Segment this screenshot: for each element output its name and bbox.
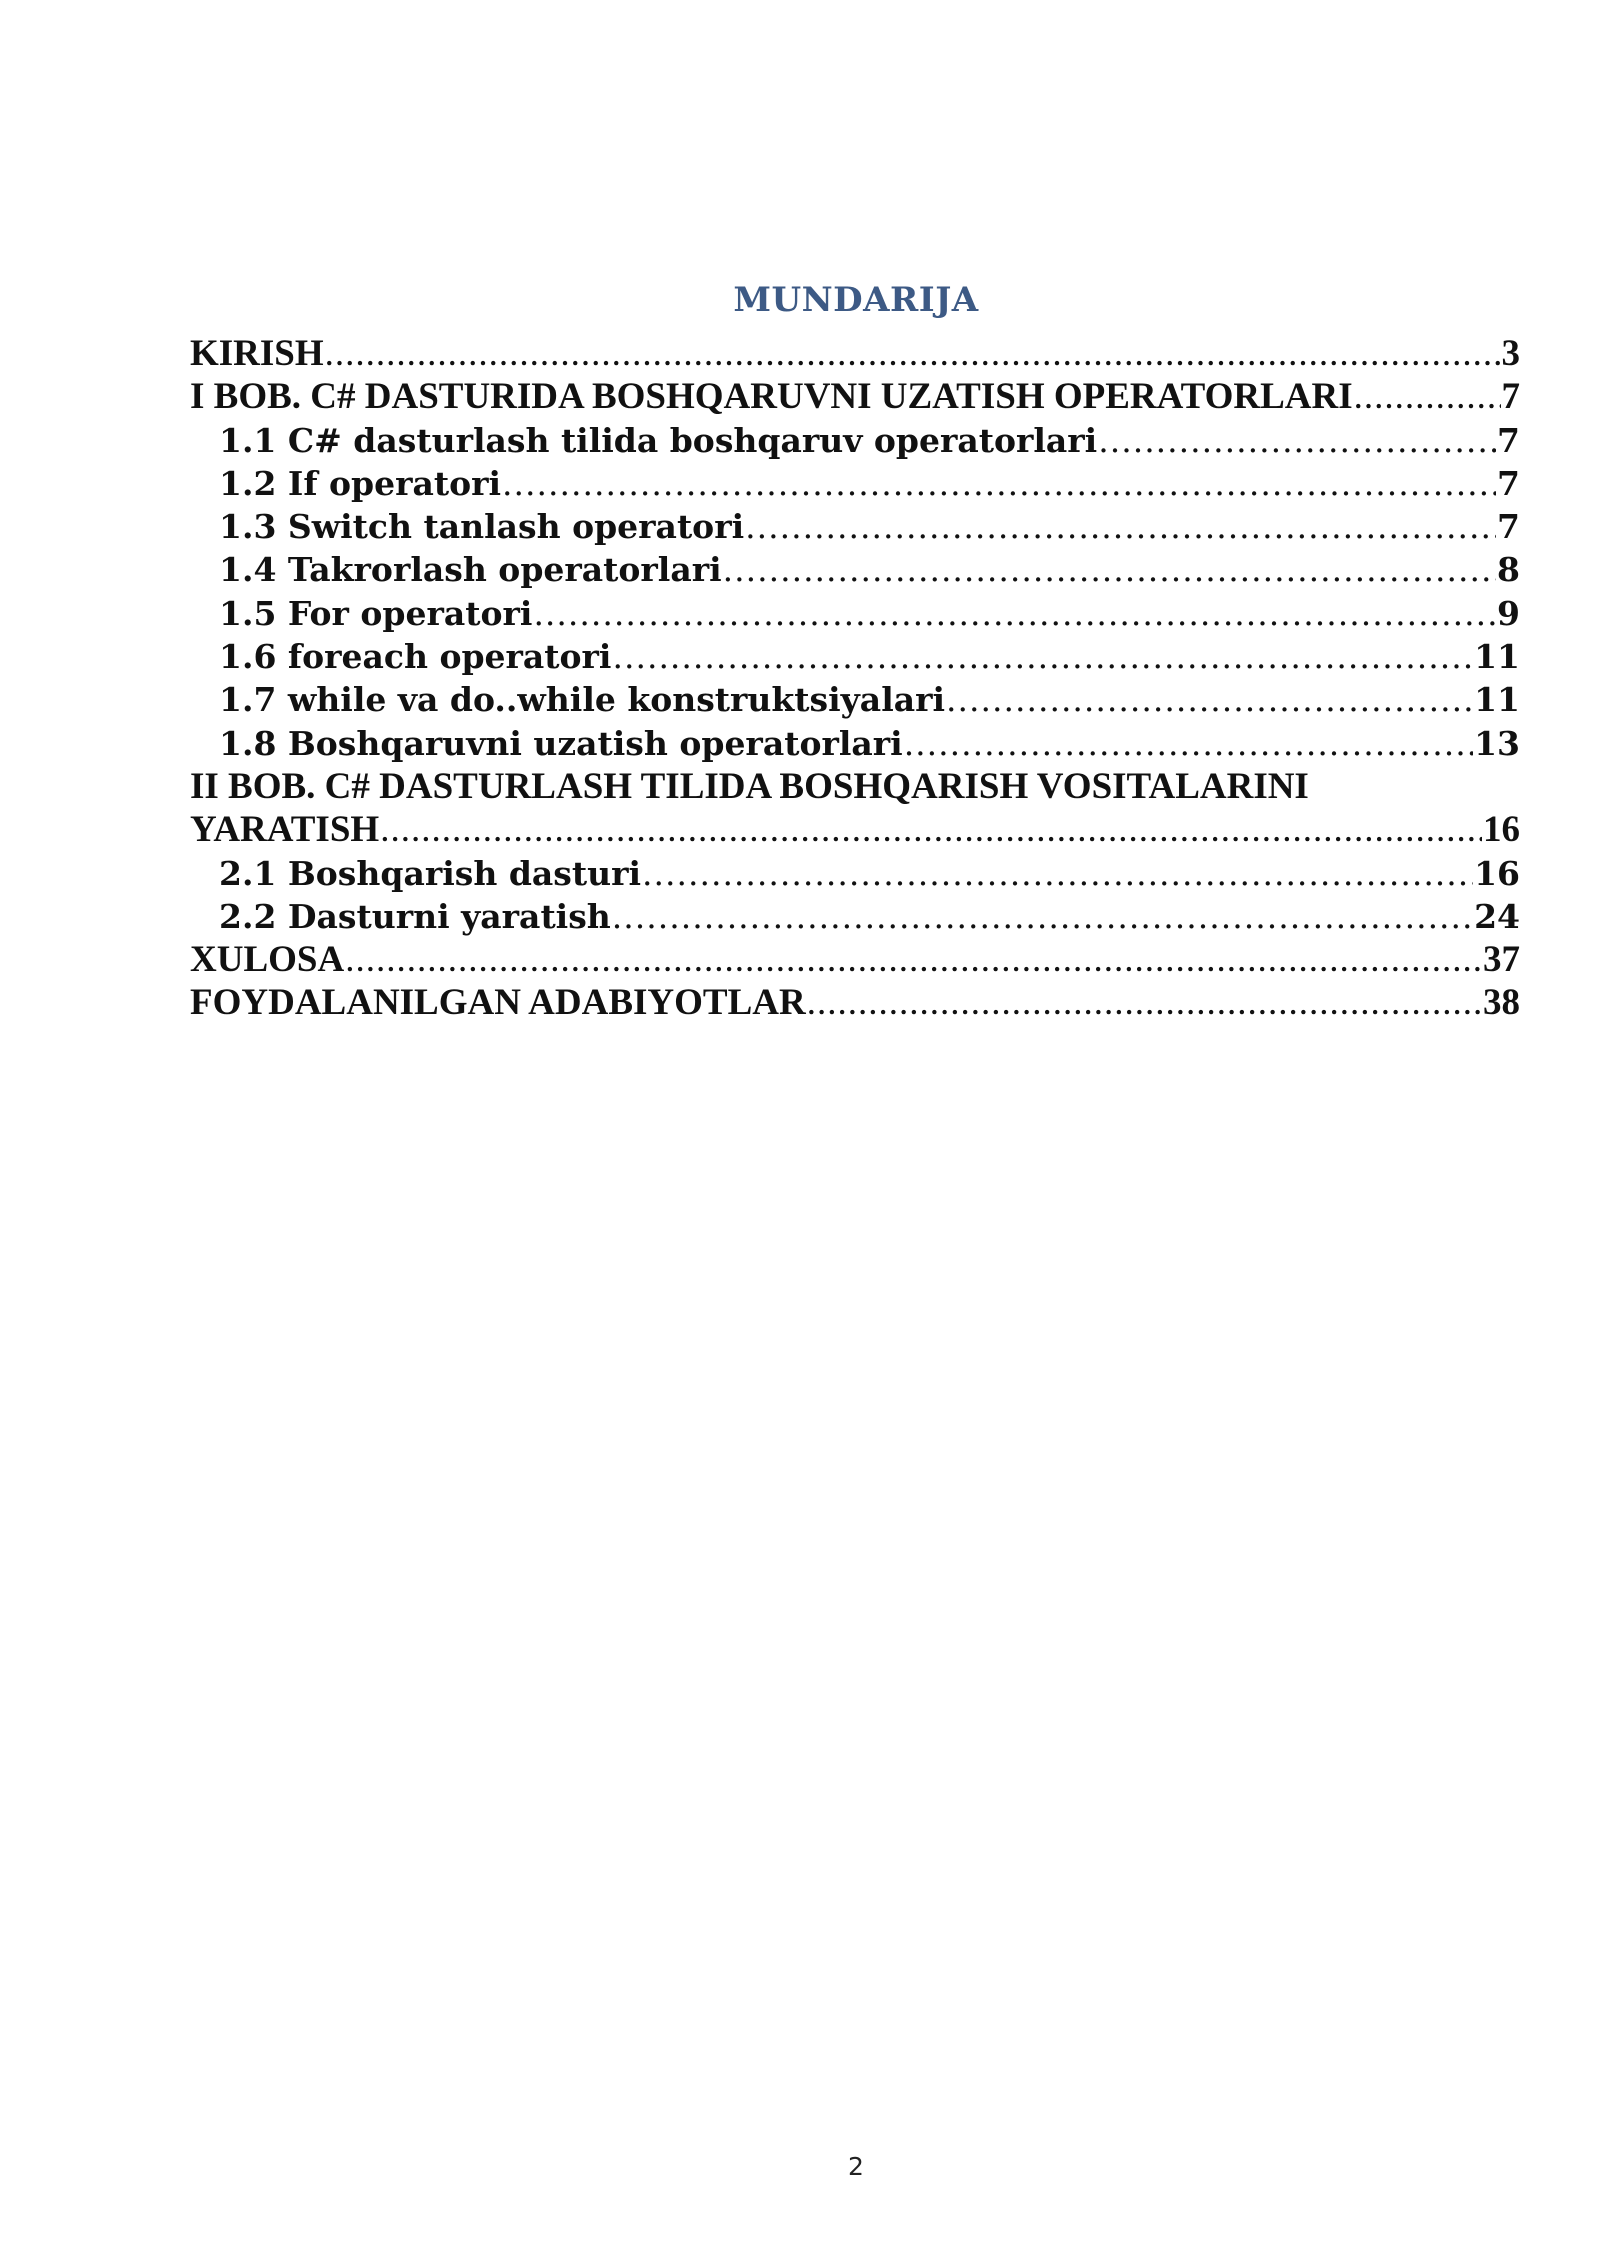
toc-entry-text: 1.6 foreach operatori: [219, 637, 612, 677]
toc-dot-leader: [325, 332, 1501, 375]
toc-dot-leader: [904, 722, 1473, 765]
toc-dot-leader: [1098, 419, 1496, 462]
toc-dot-leader: [745, 505, 1496, 548]
toc-entry-text: KIRISH: [190, 333, 324, 374]
toc-entry-text: 2.1 Boshqarish dasturi: [219, 853, 642, 893]
toc-dot-leader: [612, 635, 1473, 678]
toc-entry-text: XULOSA: [190, 939, 345, 981]
toc-dot-leader: [502, 462, 1496, 505]
toc-entry-text: 1.7 while va do..while konstruktsiyalari: [219, 680, 946, 720]
toc-dot-leader: [946, 678, 1473, 721]
toc-entry-text: FOYDALANILGAN ADABIYOTLAR: [190, 982, 806, 1024]
toc-entry-2-2[interactable]: [190, 895, 1520, 938]
toc-entry-text: 2.2 Dasturni yaratish: [219, 896, 611, 936]
toc-entry-chapter-2[interactable]: [190, 765, 1520, 808]
toc-entry-1-6[interactable]: [190, 635, 1520, 678]
table-of-contents: [190, 332, 1520, 1025]
toc-entry-text: 1.3 Switch tanlash operatori: [219, 507, 745, 547]
toc-page-number: 16: [1483, 809, 1520, 851]
toc-entry-text: 1.5 For operatori: [219, 593, 533, 633]
toc-entry-text: 1.8 Boshqaruvni uzatish operatorlari: [219, 723, 903, 763]
toc-dot-leader: [612, 895, 1473, 938]
toc-entry-1-8[interactable]: [190, 722, 1520, 765]
toc-page-number: 7: [1497, 463, 1520, 503]
toc-entry-1-5[interactable]: [190, 592, 1520, 635]
toc-entry-chapter-2-cont[interactable]: [190, 808, 1520, 851]
toc-entry-text: YARATISH: [190, 809, 380, 851]
toc-dot-leader: [642, 852, 1473, 895]
toc-page-number: 7: [1501, 376, 1520, 418]
toc-page-number: 38: [1483, 982, 1520, 1024]
toc-dot-leader: [723, 548, 1496, 591]
toc-entry-text: II BOB. C# DASTURLASH TILIDA BOSHQARISH VOSITALARINI: [190, 765, 1309, 807]
page-number: 2: [848, 2152, 864, 2181]
toc-entry-text: 1.4 Takrorlash operatorlari: [219, 550, 722, 590]
toc-entry-1-2[interactable]: [190, 462, 1520, 505]
toc-entry-1-1[interactable]: [190, 419, 1520, 462]
toc-entry-text: I BOB. C# DASTURIDA BOSHQARUVNI UZATISH OPERATORLARI: [190, 376, 1353, 418]
toc-dot-leader: [380, 808, 1482, 851]
toc-dot-leader: [533, 592, 1496, 635]
toc-page-number: 16: [1474, 853, 1520, 893]
toc-page-number: 37: [1483, 939, 1520, 981]
toc-page-number: 7: [1497, 420, 1520, 460]
toc-page-number: 24: [1474, 896, 1520, 936]
toc-entry-2-1[interactable]: [190, 852, 1520, 895]
toc-page-number: 11: [1474, 680, 1520, 720]
toc-page-number: 13: [1474, 723, 1520, 763]
toc-page-number: 3: [1501, 333, 1520, 374]
toc-entry-chapter-1[interactable]: [190, 375, 1520, 418]
toc-entry-xulosa[interactable]: [190, 938, 1520, 981]
toc-dot-leader: [1354, 375, 1501, 418]
toc-page-number: 8: [1497, 550, 1520, 590]
toc-entry-1-3[interactable]: [190, 505, 1520, 548]
toc-dot-leader: [345, 938, 1482, 981]
toc-entry-text: 1.2 If operatori: [219, 463, 502, 503]
toc-dot-leader: [807, 981, 1482, 1024]
toc-entry-text: 1.1 C# dasturlash tilida boshqaruv operatorlari: [219, 420, 1098, 460]
toc-entry-1-4[interactable]: [190, 548, 1520, 591]
toc-entry-kirish[interactable]: [190, 332, 1520, 375]
toc-entry-1-7[interactable]: [190, 678, 1520, 721]
toc-title: MUNDARIJA: [733, 280, 979, 320]
toc-entry-adabiyotlar[interactable]: [190, 981, 1520, 1024]
toc-page-number: 7: [1497, 507, 1520, 547]
toc-page-number: 9: [1497, 593, 1520, 633]
toc-page-number: 11: [1474, 637, 1520, 677]
